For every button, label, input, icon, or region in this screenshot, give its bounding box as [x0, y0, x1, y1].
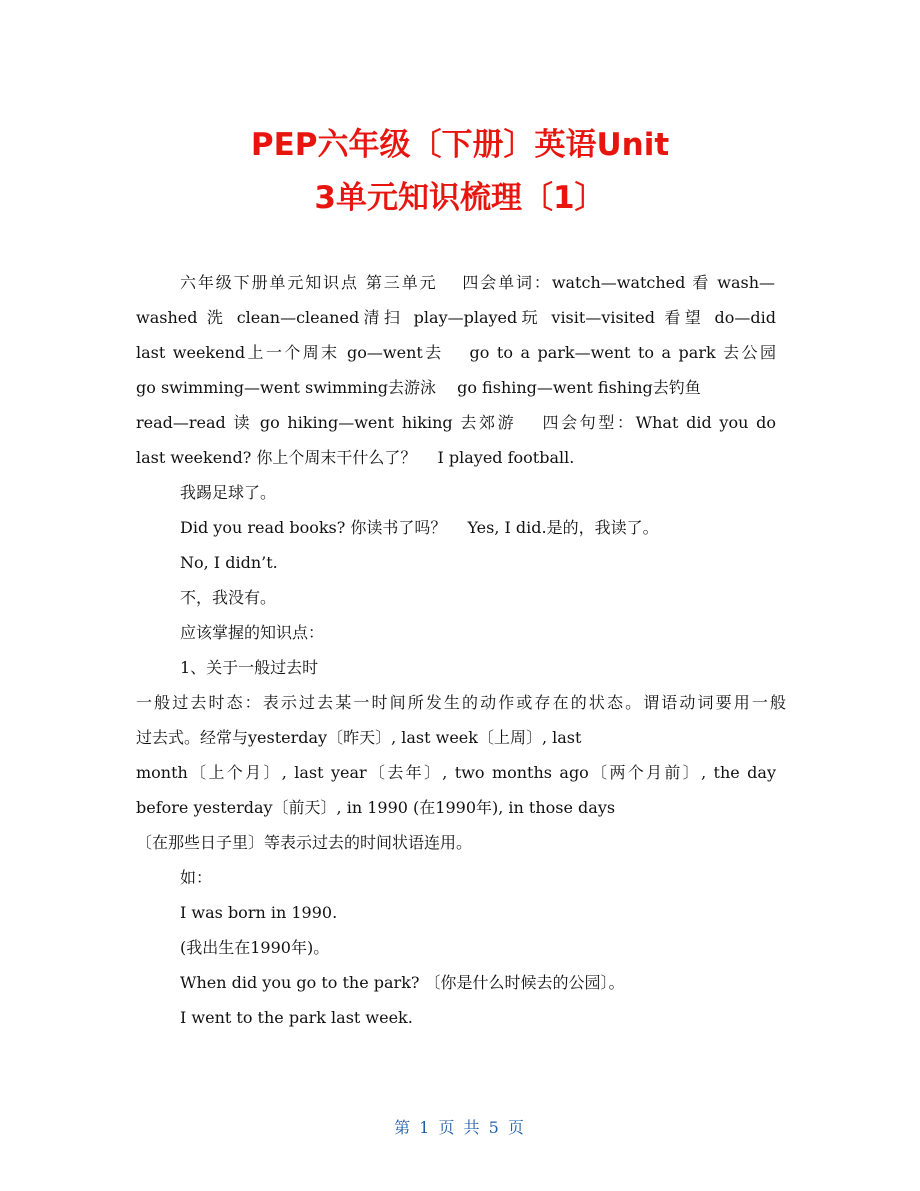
example-translation: (我出生在1990年)。 — [180, 938, 330, 957]
document-title-line-1: PEP六年级〔下册〕英语Unit — [250, 127, 670, 163]
body-line: 不，我没有。 — [180, 588, 277, 607]
example-sentence: When did you go to the park? 〔你是什么时候去的公园〕。 — [180, 973, 625, 992]
body-line: last weekend上一个周末 go—went去 go to a park—went to a park 去公园 — [136, 343, 776, 362]
body-line: Did you read books? 你读书了吗？ Yes, I did.是的，我读了。 — [180, 518, 659, 537]
body-line: month〔上个月〕, last year〔去年〕, two months ago〔两个月前〕, the day — [136, 763, 776, 782]
document-title-line-2: 3单元知识梳理〔1〕 — [314, 180, 606, 216]
body-line: 我踢足球了。 — [180, 483, 277, 502]
body-line: 〔在那些日子里〕等表示过去的时间状语连用。 — [136, 833, 473, 852]
section-heading: 1、关于一般过去时 — [180, 658, 319, 677]
body-line: 应该掌握的知识点： — [180, 623, 325, 642]
example-sentence: I went to the park last week. — [180, 1008, 413, 1027]
body-line: No, I didn’t. — [180, 553, 278, 572]
body-line: 一般过去时态：表示过去某一时间所发生的动作或存在的状态。谓语动词要用一般 — [136, 693, 786, 712]
body-line: before yesterday〔前天〕, in 1990 (在1990年), in those days — [136, 798, 616, 817]
body-line: 过去式。经常与yesterday〔昨天〕, last week〔上周〕, last — [136, 728, 582, 747]
body-line: read—read 读 go hiking—went hiking 去郊游 四会句型：What did you do — [136, 413, 776, 432]
body-line: last weekend? 你上个周末干什么了？ I played football. — [136, 448, 575, 467]
example-sentence: I was born in 1990. — [180, 903, 338, 922]
body-line: washed 洗 clean—cleaned清扫 play—played玩 visit—visited 看望 do—did — [136, 308, 776, 327]
page-number-footer: 第 1 页 共 5 页 — [394, 1118, 526, 1137]
body-line: 六年级下册单元知识点 第三单元 四会单词：watch—watched 看 wash— — [180, 273, 775, 292]
body-line: 如： — [180, 868, 213, 887]
body-line: go swimming—went swimming去游泳 go fishing—went fishing去钓鱼 — [136, 378, 701, 397]
